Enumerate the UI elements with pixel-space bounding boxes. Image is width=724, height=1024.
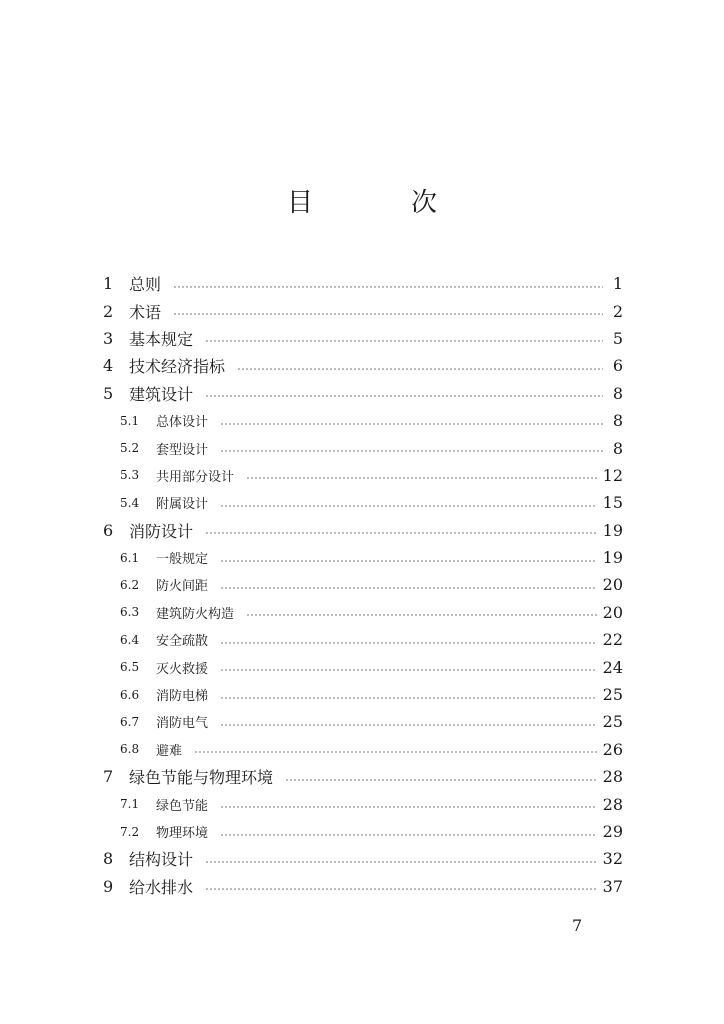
toc-entry-page: 29 [602, 822, 623, 841]
toc-entry-title: 物理环境 [156, 826, 209, 841]
toc-entry-page: 22 [602, 630, 623, 650]
toc-entry-title: 消防设计 [129, 521, 194, 541]
toc-entry-number: 6.4 [120, 632, 140, 647]
toc-entry-page: 1 [612, 274, 623, 294]
dot-leader [220, 806, 597, 808]
toc-entry-number: 7.2 [120, 824, 140, 839]
toc-entry-number: 6.1 [120, 550, 140, 565]
toc-entry-title: 给水排水 [129, 877, 194, 897]
toc-entry-number: 6.3 [120, 605, 140, 620]
page-title: 目 次 [286, 188, 473, 218]
toc-entry-page: 8 [612, 383, 623, 403]
dot-leader [220, 642, 597, 644]
toc-entry-page: 2 [612, 301, 623, 321]
toc-entry-title: 绿色节能与物理环境 [129, 768, 274, 788]
dot-leader [205, 861, 597, 863]
toc-entry-number: 5.3 [120, 468, 140, 483]
toc-entry-page: 24 [602, 657, 623, 677]
toc-entry-number: 9 [103, 876, 114, 896]
toc-entry-title: 技术经济指标 [129, 357, 226, 377]
toc-entry[interactable] [103, 845, 623, 872]
toc-entry-page: 15 [602, 493, 623, 513]
dot-leader [246, 477, 597, 479]
toc-entry[interactable] [103, 763, 623, 790]
toc-entry-page: 8 [612, 411, 623, 431]
toc-entry-number: 6.2 [120, 577, 140, 592]
toc-entry-title: 套型设计 [156, 442, 209, 458]
toc-entry[interactable] [103, 818, 623, 845]
dot-leader [205, 340, 603, 342]
toc-entry[interactable] [103, 407, 623, 434]
toc-entry[interactable] [103, 873, 623, 900]
dot-leader [205, 888, 597, 890]
dot-leader [205, 395, 603, 397]
toc-entry-title: 建筑防火构造 [156, 606, 235, 622]
dot-leader [285, 779, 597, 781]
toc-entry-title: 灭火救援 [156, 661, 209, 677]
toc-entry[interactable] [103, 462, 623, 489]
toc-entry[interactable] [103, 544, 623, 571]
toc-entry-number: 1 [103, 274, 114, 294]
toc-entry[interactable] [103, 352, 623, 379]
toc-entry[interactable] [103, 626, 623, 653]
page-number: 7 [572, 916, 583, 935]
dot-leader [220, 669, 597, 671]
toc-entry-title: 消防电气 [156, 716, 209, 732]
dot-leader [220, 587, 597, 589]
toc-entry-number: 6.8 [120, 742, 140, 757]
toc-entry[interactable] [103, 599, 623, 626]
toc-entry-page: 28 [602, 767, 623, 787]
toc-entry-page: 32 [602, 849, 623, 869]
table-of-contents [103, 270, 623, 900]
dot-leader [173, 286, 603, 288]
toc-entry-title: 结构设计 [129, 850, 194, 870]
toc-entry-number: 4 [103, 356, 114, 376]
toc-entry[interactable] [103, 297, 623, 324]
toc-entry-page: 20 [602, 575, 623, 595]
toc-entry-title: 共用部分设计 [156, 469, 235, 485]
toc-entry[interactable] [103, 380, 623, 407]
toc-entry-page: 25 [602, 685, 623, 705]
toc-entry-title: 防火间距 [156, 579, 209, 595]
toc-entry-page: 6 [612, 356, 623, 376]
dot-leader [220, 450, 603, 452]
toc-entry-number: 7 [103, 767, 114, 787]
toc-entry-title: 避难 [156, 743, 183, 759]
toc-entry-page: 12 [602, 465, 623, 485]
toc-entry-title: 消防电梯 [156, 689, 209, 705]
toc-entry[interactable] [103, 681, 623, 708]
toc-entry-title: 一般规定 [156, 552, 209, 568]
toc-entry-page: 5 [612, 328, 623, 348]
toc-entry-page: 19 [602, 520, 623, 540]
dot-leader [220, 505, 597, 507]
toc-entry-title: 建筑设计 [129, 384, 194, 404]
toc-entry-number: 6.5 [120, 660, 140, 675]
toc-entry[interactable] [103, 325, 623, 352]
dot-leader [220, 724, 597, 726]
dot-leader [220, 560, 597, 562]
toc-entry-number: 3 [103, 328, 114, 348]
toc-entry-number: 7.1 [120, 797, 140, 812]
toc-entry[interactable] [103, 736, 623, 763]
dot-leader [173, 313, 603, 315]
toc-entry[interactable] [103, 270, 623, 297]
toc-entry[interactable] [103, 517, 623, 544]
toc-entry-number: 6.7 [120, 714, 140, 729]
dot-leader [237, 368, 603, 370]
dot-leader [246, 614, 597, 616]
toc-entry-number: 2 [103, 301, 114, 321]
dot-leader [220, 834, 597, 836]
toc-entry-title: 附属设计 [156, 497, 209, 513]
toc-entry-page: 37 [602, 876, 623, 896]
toc-entry-page: 19 [602, 548, 623, 568]
toc-entry[interactable] [103, 571, 623, 598]
toc-entry-title: 术语 [129, 302, 162, 322]
toc-entry-page: 25 [602, 712, 623, 732]
toc-entry-title: 总体设计 [156, 415, 209, 431]
toc-entry-number: 6.6 [120, 687, 140, 702]
toc-entry-title: 总则 [129, 275, 162, 295]
dot-leader [220, 423, 603, 425]
toc-entry-page: 8 [612, 438, 623, 458]
toc-entry-number: 5.4 [120, 495, 140, 510]
toc-entry-page: 20 [602, 602, 623, 622]
dot-leader [205, 532, 597, 534]
toc-entry[interactable] [103, 489, 623, 516]
toc-entry[interactable] [103, 653, 623, 680]
toc-entry-number: 5.1 [120, 413, 140, 428]
toc-entry-page: 26 [602, 739, 623, 759]
toc-entry-number: 6 [103, 520, 114, 540]
toc-entry-number: 8 [103, 849, 114, 869]
toc-entry-page: 28 [602, 794, 623, 814]
toc-entry[interactable] [103, 790, 623, 817]
dot-leader [220, 697, 597, 699]
toc-entry[interactable] [103, 434, 623, 461]
dot-leader [194, 751, 597, 753]
toc-entry-number: 5 [103, 383, 114, 403]
toc-entry-title: 安全疏散 [156, 634, 209, 650]
toc-entry-title: 绿色节能 [156, 798, 209, 814]
toc-entry-title: 基本规定 [129, 329, 194, 349]
toc-entry[interactable] [103, 708, 623, 735]
toc-entry-number: 5.2 [120, 441, 140, 456]
